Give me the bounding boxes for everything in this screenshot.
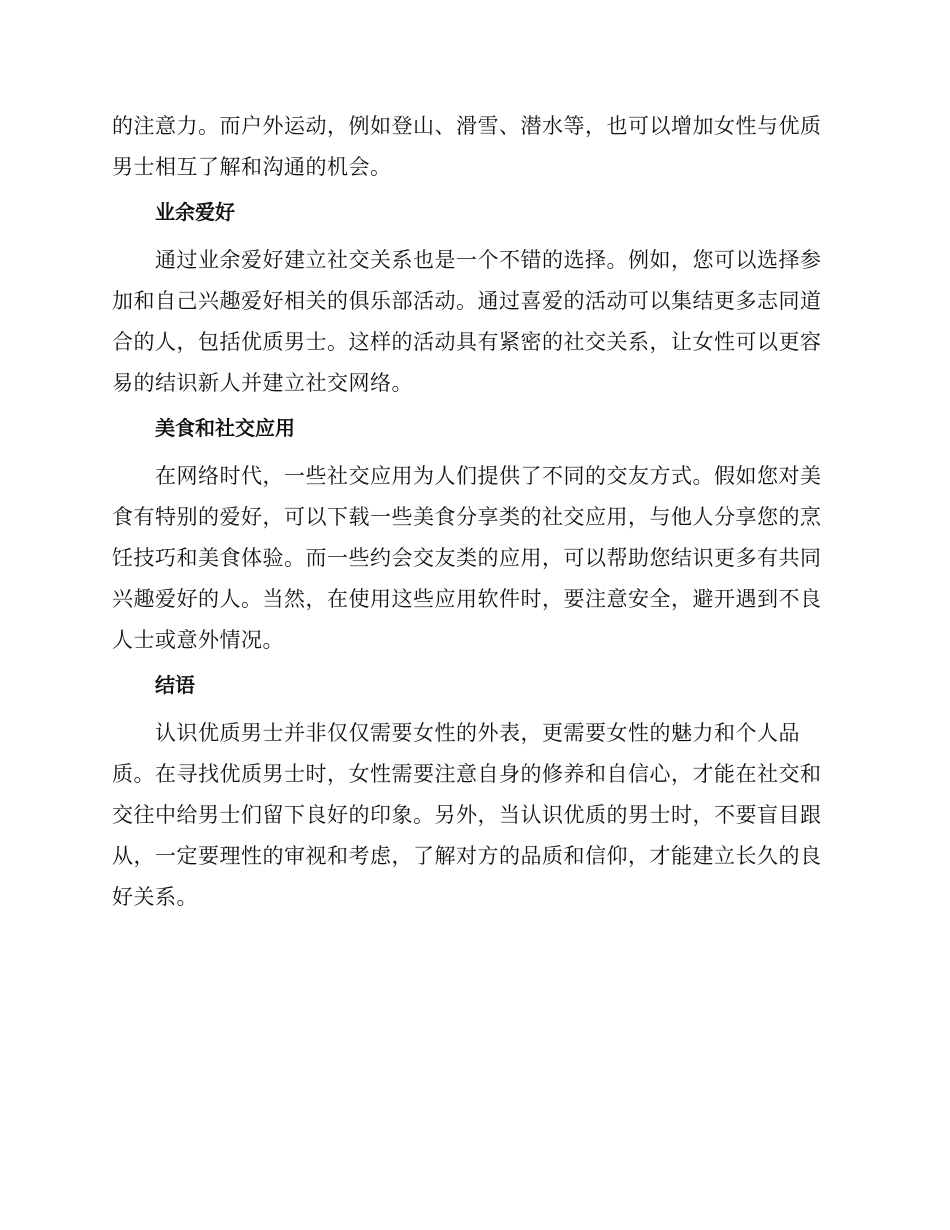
paragraph-line: 从，一定要理性的审视和考虑，了解对方的品质和信仰，才能建立长久的良 (112, 844, 822, 868)
intro-paragraph (112, 106, 834, 188)
paragraph-line: 交往中给男士们留下良好的印象。另外，当认识优质的男士时，不要盲目跟 (112, 803, 822, 827)
paragraph-line: 加和自己兴趣爱好相关的俱乐部活动。通过喜爱的活动可以集结更多志同道 (112, 289, 822, 313)
paragraph-line: 好关系。 (112, 885, 198, 909)
paragraph-line: 的注意力。而户外运动，例如登山、滑雪、潜水等，也可以增加女性与优质 (112, 114, 822, 138)
paragraph-line: 合的人，包括优质男士。这样的活动具有紧密的社交关系，让女性可以更容 (112, 330, 822, 354)
paragraph-line: 在网络时代，一些社交应用为人们提供了不同的交友方式。假如您对美 (112, 464, 822, 488)
paragraph-line: 食有特别的爱好，可以下载一些美食分享类的社交应用，与他人分享您的烹 (112, 505, 822, 529)
paragraph-line: 质。在寻找优质男士时，女性需要注意自身的修养和自信心，才能在社交和 (112, 762, 822, 786)
section-heading-hobbies: 业余爱好 (155, 200, 235, 224)
paragraph-line: 通过业余爱好建立社交关系也是一个不错的选择。例如，您可以选择参 (112, 248, 822, 272)
paragraph-line: 人士或意外情况。 (112, 628, 284, 652)
paragraph-line: 饪技巧和美食体验。而一些约会交友类的应用，可以帮助您结识更多有共同 (112, 546, 822, 570)
paragraph-line: 易的结识新人并建立社交网络。 (112, 371, 413, 395)
document-page (112, 106, 834, 918)
section-paragraph-hobbies (112, 240, 834, 404)
paragraph-line: 兴趣爱好的人。当然，在使用这些应用软件时，要注意安全，避开遇到不良 (112, 587, 822, 611)
section-paragraph-conclusion (112, 713, 834, 918)
paragraph-line: 认识优质男士并非仅仅需要女性的外表，更需要女性的魅力和个人品 (112, 721, 800, 745)
section-heading-food-apps: 美食和社交应用 (155, 416, 295, 440)
paragraph-line: 男士相互了解和沟通的机会。 (112, 155, 392, 179)
section-paragraph-food-apps (112, 456, 834, 661)
section-heading-conclusion: 结语 (155, 673, 195, 697)
